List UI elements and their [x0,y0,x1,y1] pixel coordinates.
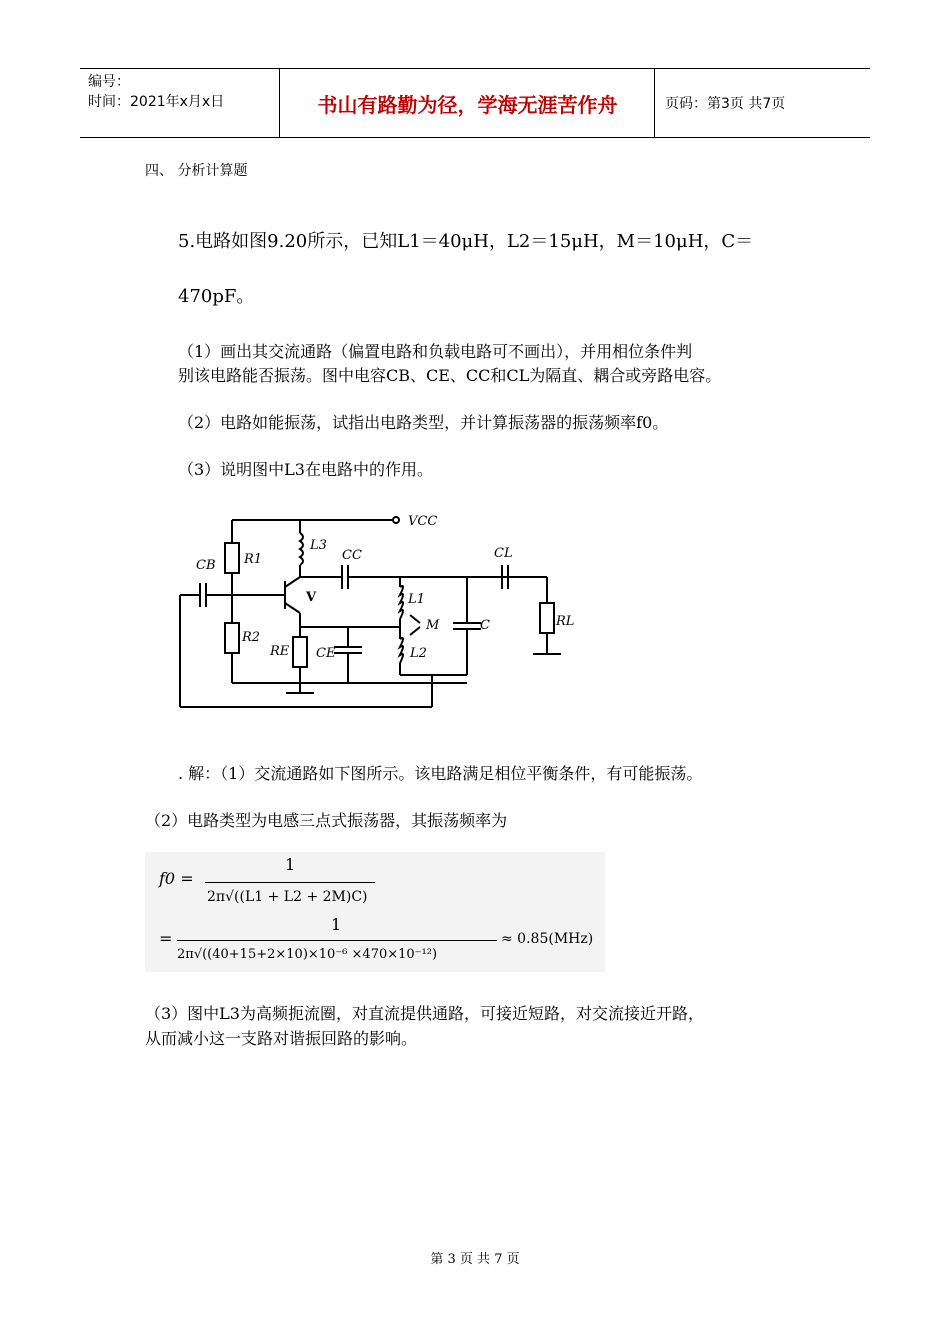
page-header [80,68,870,138]
problem-line2: 470pF。 [178,286,255,307]
label-l1: L1 [408,592,425,607]
question-3: （3）说明图中L3在电路中的作用。 [178,460,433,479]
formula-den1: 2π√((L1 + L2 + 2M)C) [207,889,368,905]
page-footer: 第 3 页 共 7 页 [430,1252,520,1267]
label-cc: CC [342,548,362,563]
answer-3a: （3）图中L3为高频扼流圈，对直流提供通路，可接近短路，对交流接近开路， [145,1004,704,1023]
answer-2: （2）电路类型为电感三点式振荡器，其振荡频率为 [145,811,508,830]
time-label: 时间：2021年x月x日 [88,94,225,110]
question-1a: （1）画出其交流通路（偏置电路和负载电路可不画出），并用相位条件判 [178,342,693,361]
label-re: RE [270,644,290,659]
formula-lhs: f0 = [159,869,194,888]
section-title: 四、 分析计算题 [145,163,248,179]
fraction-bar-1 [205,882,375,883]
formula-num2: 1 [331,915,342,934]
formula-num1: 1 [285,855,296,874]
label-cb: CB [196,558,216,573]
label-c: C [480,618,490,633]
label-ce: CE [316,646,336,661]
label-l3: L3 [310,538,327,553]
page-info: 页码：第3页 共7页 [665,96,786,112]
formula-result: ≈ 0.85(MHz) [501,931,594,947]
label-l2: L2 [410,646,427,661]
question-1b: 别该电路能否振荡。图中电容CB、CE、CC和CL为隔直、耦合或旁路电容。 [178,366,722,385]
formula-den2: 2π√((40+15+2×10)×10⁻⁶ ×470×10⁻¹²) [177,947,438,962]
label-cl: CL [494,546,513,561]
label-m: M [426,618,440,633]
label-rl: RL [556,614,575,629]
problem-line1: 5.电路如图9.20所示，已知L1＝40μH，L2＝15μH，M＝10μH，C＝ [178,231,754,252]
answer-1: . 解：（1）交流通路如下图所示。该电路满足相位平衡条件，有可能振荡。 [178,764,703,783]
number-label: 编号： [88,74,130,90]
fraction-bar-2 [177,940,497,941]
motto: 书山有路勤为径，学海无涯苦作舟 [281,69,655,137]
label-r1: R1 [244,552,263,567]
label-v: V [306,590,317,605]
question-2: （2）电路如能振荡，试指出电路类型，并计算振荡器的振荡频率f0。 [178,413,669,432]
header-left-cell [80,69,280,137]
formula-eq2: = [159,929,173,948]
label-vcc: VCC [408,514,438,529]
label-r2: R2 [242,630,261,645]
answer-3b: 从而减小这一支路对谐振回路的影响。 [145,1029,418,1048]
frequency-formula [145,852,605,972]
circuit-diagram [170,505,590,715]
